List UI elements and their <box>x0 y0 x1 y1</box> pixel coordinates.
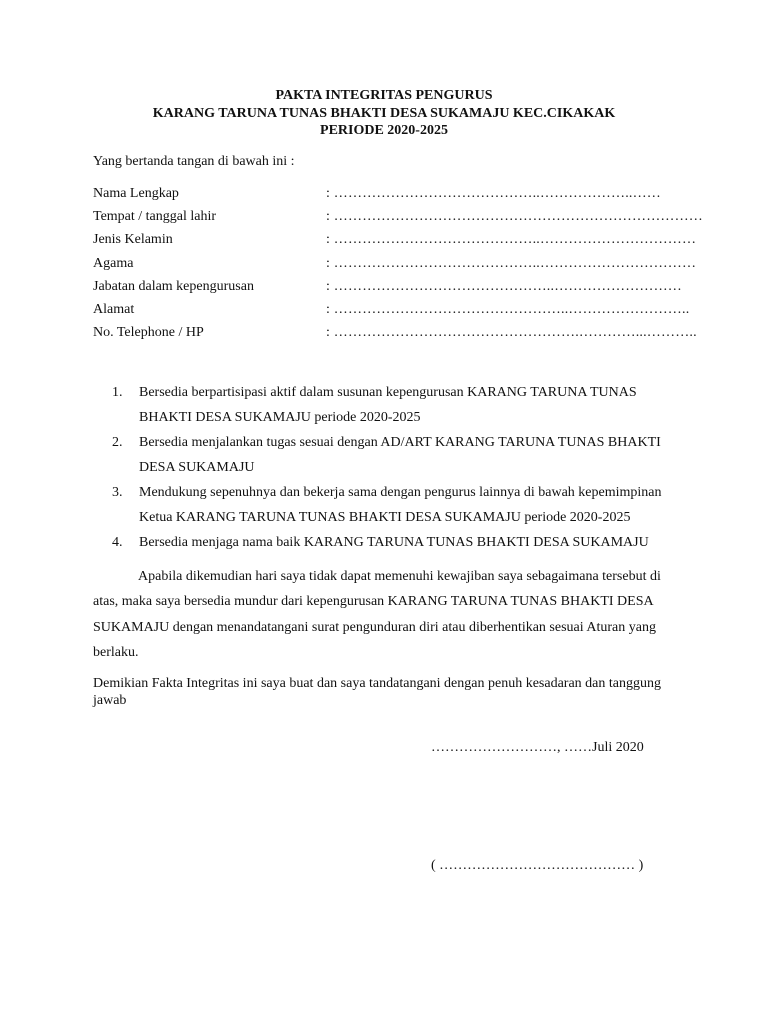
field-value-placeholder: : ……………………………………..………………..…… <box>326 186 661 201</box>
field-label: Agama <box>93 255 134 271</box>
paragraph-line: SUKAMAJU dengan menandatangani surat pengunduran diri atau diberhentikan sesuai Aturan yang <box>93 619 656 635</box>
title-line-3: PERIODE 2020-2025 <box>320 123 448 138</box>
commitment-item <box>112 530 682 555</box>
paragraph-line: atas, maka saya bersedia mundur dari kepengurusan KARANG TARUNA TUNAS BHAKTI DESA <box>93 594 654 610</box>
field-value-placeholder: : …………………………………………………………………… <box>326 209 703 225</box>
field-value-placeholder: : ……………………………………..…………………………… <box>326 232 697 248</box>
commitment-text: Mendukung sepenuhnya dan bekerja sama dengan pengurus lainnya di bawah kepemimpinan <box>139 485 662 500</box>
field-row-gender <box>93 231 697 254</box>
field-row-address <box>93 301 690 324</box>
field-row-full-name <box>93 185 683 208</box>
paragraph-line: berlaku. <box>93 644 139 660</box>
commitment-text: DESA SUKAMAJU <box>139 460 255 475</box>
commitment-item <box>112 430 682 480</box>
field-row-position <box>93 278 683 301</box>
commitment-text: Bersedia berpartisipasi aktif dalam susunan kepengurusan KARANG TARUNA TUNAS <box>139 385 637 400</box>
field-row-birth-place-date <box>93 208 703 231</box>
field-value-placeholder: : ………………………………………..……………………… <box>326 278 682 294</box>
commitment-item <box>112 380 682 430</box>
field-row-phone <box>93 324 697 347</box>
document-title <box>0 87 768 140</box>
commitment-list <box>112 380 682 555</box>
field-label: Jabatan dalam kepengurusan <box>93 278 254 294</box>
field-value-placeholder: : ……………………………………..…………………………… <box>326 255 697 271</box>
statement-paragraph <box>93 564 683 665</box>
field-label: Tempat / tanggal lahir <box>93 209 217 225</box>
commitment-number: 2. <box>112 435 123 450</box>
place-date-line: ………………………, ……Juli 2020 <box>431 740 644 755</box>
title-line-2: KARANG TARUNA TUNAS BHAKTI DESA SUKAMAJU KEC.CIKAKAK <box>152 105 616 121</box>
commitment-text: Ketua KARANG TARUNA TUNAS BHAKTI DESA SUKAMAJU periode 2020-2025 <box>139 510 631 525</box>
commitment-text: Bersedia menjalankan tugas sesuai dengan AD/ART KARANG TARUNA TUNAS BHAKTI <box>139 435 661 450</box>
commitment-text: Bersedia menjaga nama baik KARANG TARUNA TUNAS BHAKTI DESA SUKAMAJU <box>139 535 649 550</box>
commitment-item <box>112 480 682 530</box>
field-row-religion <box>93 255 697 278</box>
closing-line: Demikian Fakta Integritas ini saya buat dan saya tandatangani dengan penuh kesadaran dan tanggung <box>93 676 661 691</box>
paragraph-line: Apabila dikemudian hari saya tidak dapat memenuhi kewajiban saya sebagaimana tersebut di <box>138 569 661 584</box>
title-line-1: PAKTA INTEGRITAS PENGURUS <box>275 88 493 103</box>
field-value-placeholder: : …………………………………………….…………...……….. <box>326 325 697 341</box>
closing-paragraph <box>93 675 693 709</box>
intro-text: Yang bertanda tangan di bawah ini : <box>93 154 295 169</box>
commitment-number: 4. <box>112 535 123 550</box>
commitment-text: BHAKTI DESA SUKAMAJU periode 2020-2025 <box>139 410 421 425</box>
field-label: Nama Lengkap <box>93 186 179 201</box>
commitment-number: 1. <box>112 385 123 400</box>
commitment-number: 3. <box>112 485 123 500</box>
signature-placeholder: ( …………………………………… ) <box>431 858 644 873</box>
field-label: Jenis Kelamin <box>93 232 173 248</box>
field-label: No. Telephone / HP <box>93 325 204 341</box>
closing-line: jawab <box>93 693 127 708</box>
field-label: Alamat <box>93 301 135 317</box>
field-value-placeholder: : …………………………………………..…………………….. <box>326 301 690 317</box>
identity-fields <box>93 185 703 347</box>
